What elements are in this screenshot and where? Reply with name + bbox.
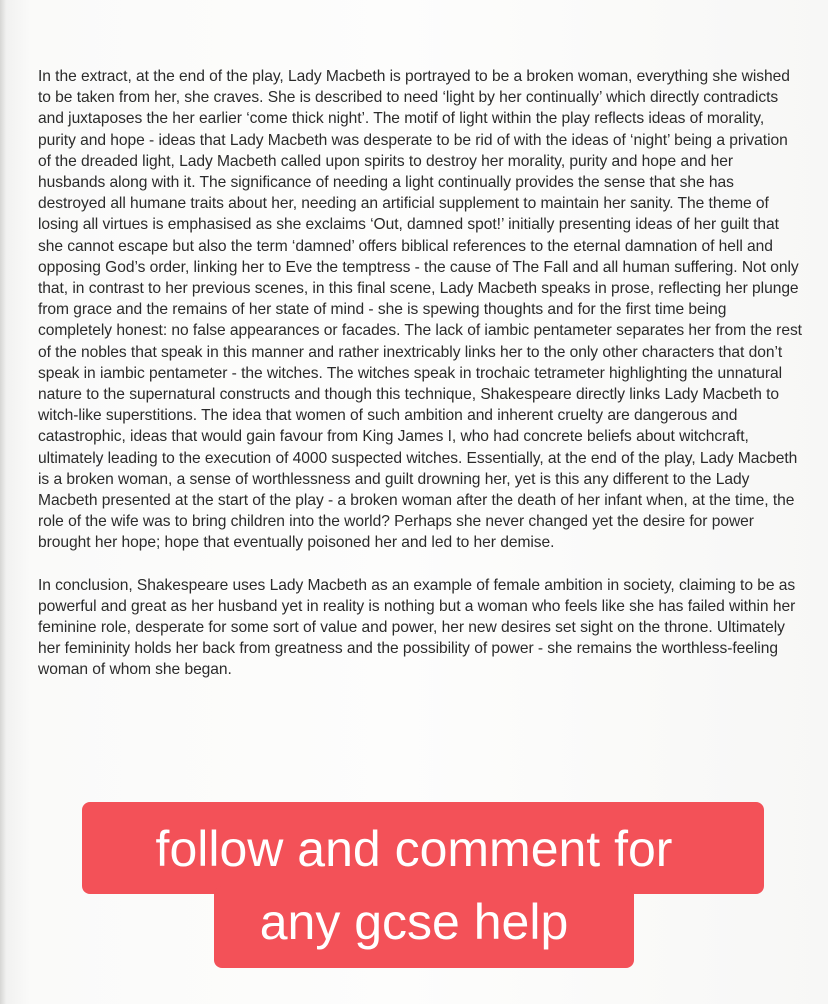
- caption-line-1: follow and comment for: [155, 821, 673, 877]
- essay-text: [38, 66, 802, 681]
- essay-paragraph-2: In conclusion, Shakespeare uses Lady Macbeth as an example of female ambition in society, claiming to be as powerful and great as her husband yet in reality is nothing but a woman who feels like she has failed within her feminine role, desperate for some sort of value and power, her new desires set sight on the throne. Ultimately her femininity holds her back from greatness and the possibility of power - she remains the worthless-feeling woman of whom she began.: [38, 576, 796, 679]
- essay-paragraph-1: In the extract, at the end of the play, Lady Macbeth is portrayed to be a broken woman, everything she wished to be taken from her, she craves. She is described to need ‘light by her continually’ which directly contradicts and juxtaposes the her earlier ‘come thick night’. The motif of light within the play reflects ideas of morality, purity and hope - ideas that Lady Macbeth was desperate to be rid of with the ideas of ‘night’ being a privation of the dreaded light, Lady Macbeth called upon spirits to destroy her morality, purity and hope and her husbands along with it. The significance of needing a light continually provides the sense that she has destroyed all humane traits about her, needing an artificial supplement to maintain her sanity. The theme of losing all virtues is emphasised as she exclaims ‘Out, damned spot!’ initially presenting ideas of her guilt that she cannot escape but also the term ‘damned’ offers biblical references to the eternal damnation of hell and opposing God’s order, linking her to Eve the temptress - the cause of The Fall and all human suffering. Not only that, in contrast to her previous scenes, in this final scene, Lady Macbeth speaks in prose, reflecting her plunge from grace and the remains of her state of mind - she is spewing thoughts and for the first time being completely honest: no false appearances or facades. The lack of iambic pentameter separates her from the rest of the nobles that speak in this manner and rather inextricably links her to the only other characters that don’t speak in iambic pentameter - the witches. The witches speak in trochaic tetrameter highlighting the unnatural nature to the supernatural constructs and though this technique, Shakespeare directly links Lady Macbeth to witch-like superstitions. The idea that women of such ambition and inherent cruelty are dangerous and catastrophic, ideas that would gain favour from King James I, who had concrete beliefs about witchcraft, ultimately leading to the execution of 4000 suspected witches. Essentially, at the end of the play, Lady Macbeth is a broken woman, a sense of worthlessness and guilt drowning her, yet is this any different to the Lady Macbeth presented at the start of the play - a broken woman after the death of her infant when, at the time, the role of the wife was to bring children into the world? Perhaps she never changed yet the desire for power brought her hope; hope that eventually poisoned her and led to her demise.: [38, 68, 802, 552]
- caption-line-2: any gcse help: [259, 894, 569, 950]
